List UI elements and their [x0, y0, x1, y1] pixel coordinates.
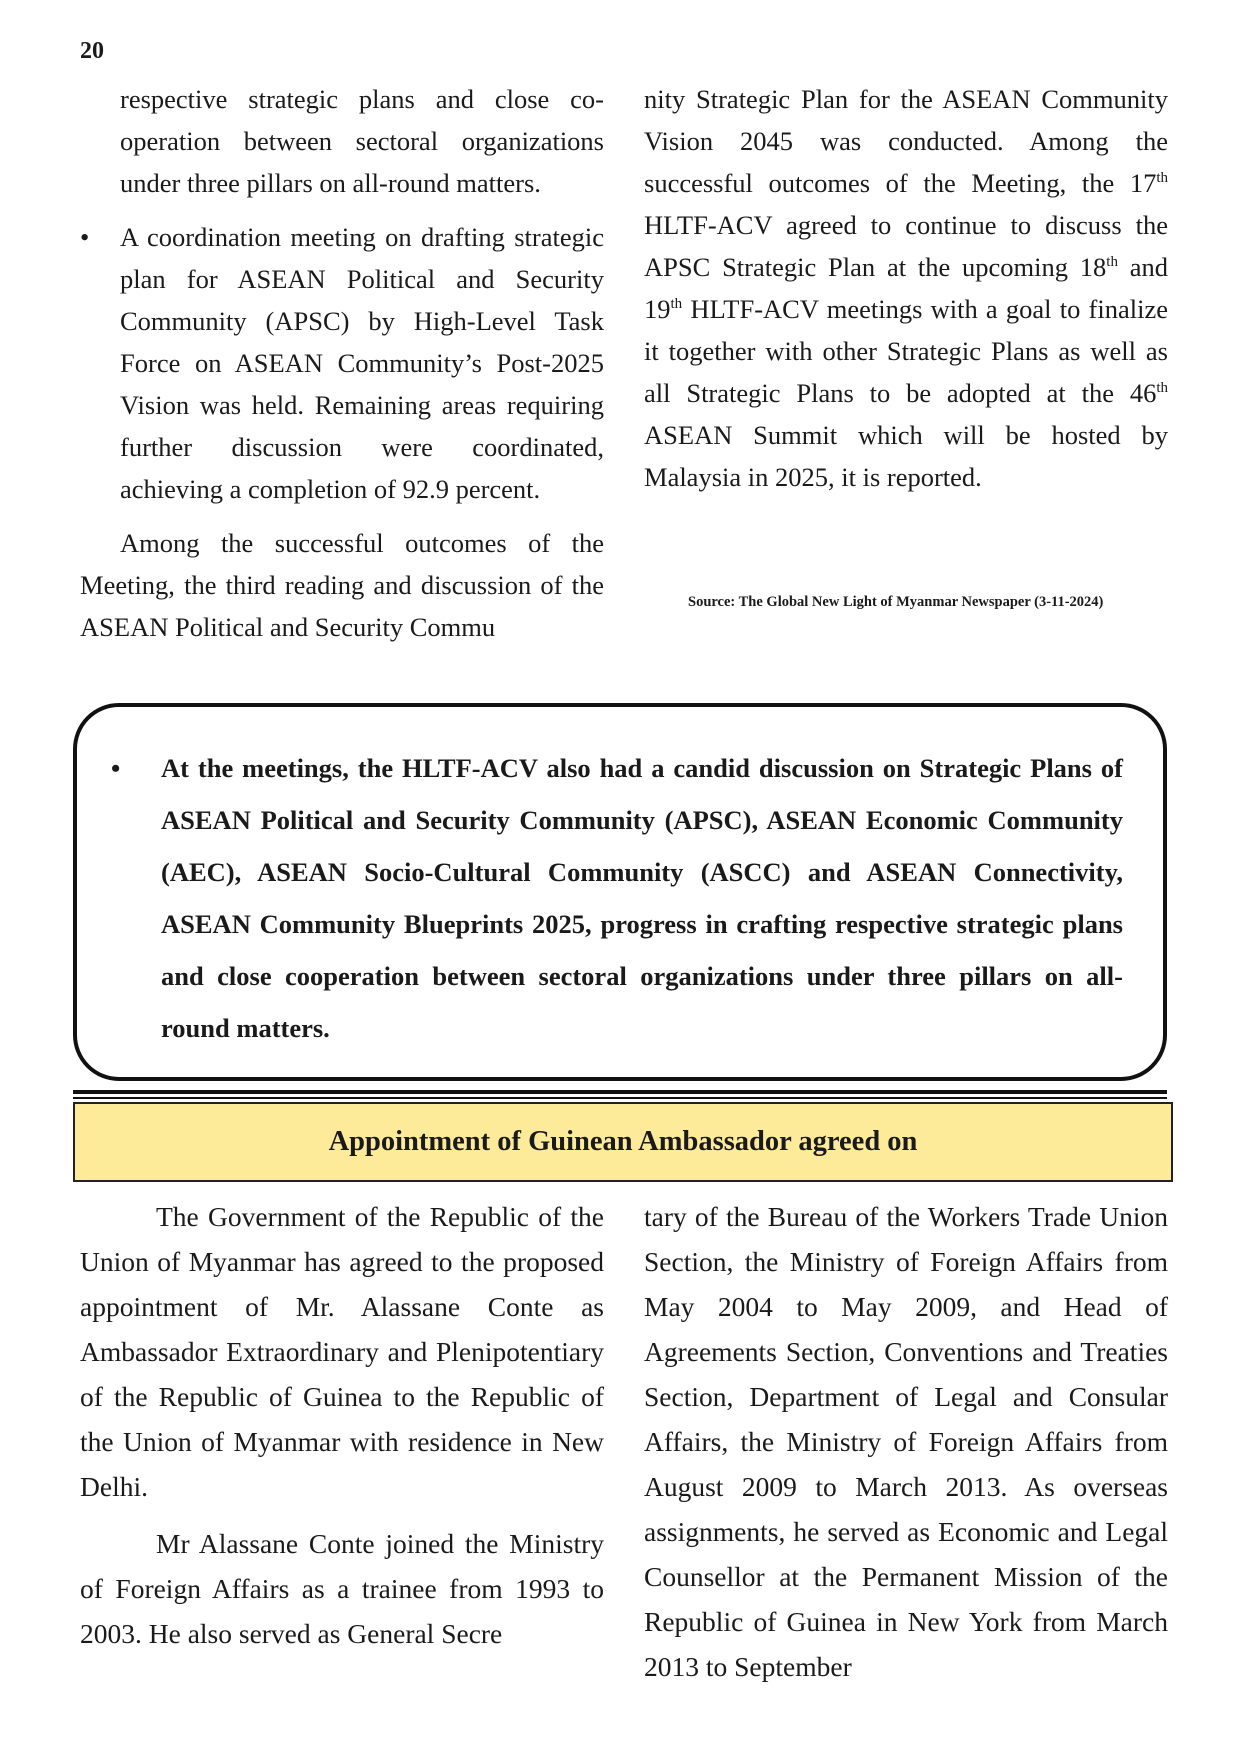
highlight-text: At the meetings, the HLTF-ACV also had a candid discussion on Strategic Plans of ASEAN Political and Security Community (APSC), ASEAN Economic Community (AEC), ASEAN Socio-Cultural Community (ASCC) and ASEAN Connectivity, ASEAN Community Blueprints 2025, progress in crafting respective strategic plans and close cooperation between sectoral organizations under three pillars on all-round matters.	[161, 753, 1123, 1043]
highlight-bullet	[111, 742, 1123, 1054]
continued-paragraph: respective strategic plans and close cooperation between sectoral organizations under three pillars on all-round matters.	[120, 84, 604, 198]
outcomes-paragraph: Among the successful outcomes of the Meeting, the third reading and discussion of the ASEAN Political and Security Commu	[80, 528, 604, 642]
top-left-column	[80, 78, 604, 648]
ordinal-suffix: th	[1156, 380, 1168, 397]
text-segment: nity Strategic Plan for the ASEAN Community Vision 2045 was conducted. Among the successful outcomes of the Meeting, the	[644, 84, 1168, 198]
ordinal-number: 17	[1129, 168, 1157, 198]
ordinal-number: 46	[1129, 378, 1157, 408]
bullet-text: A coordination meeting on drafting strategic plan for ASEAN Political and Security Community (APSC) by High-Level Task Force on ASEAN Community’s Post-2025 Vision was held. Remaining areas requiring further discussion were coordinated, achieving a completion of 92.9 percent.	[120, 222, 604, 504]
highlight-box	[73, 703, 1167, 1081]
bullet-list-item	[80, 216, 604, 510]
divider-thin	[73, 1097, 1167, 1099]
top-right-column	[644, 78, 1168, 498]
biography-continued: tary of the Bureau of the Workers Trade Union Section, the Ministry of Foreign Affairs from May 2004 to May 2009, and Head of Agreements Section, Conventions and Treaties Section, Department of Legal and Consular Affairs, the Ministry of Foreign Affairs from August 2009 to March 2013. As overseas assignments, he served as Economic and Legal Counsellor at the Permanent Mission of the Republic of Guinea in New York from March 2013 to September	[644, 1201, 1168, 1682]
text-segment: and	[1117, 252, 1168, 282]
ordinal-number: 18	[1079, 252, 1107, 282]
biography-paragraph: Mr Alassane Conte joined the Ministry of Foreign Affairs as a trainee from 1993 to 2003. He also served as General Secre	[80, 1528, 604, 1649]
divider-thick	[73, 1090, 1167, 1094]
bottom-left-column	[80, 1194, 604, 1656]
source-citation: Source: The Global New Light of Myanmar Newspaper (3-11-2024)	[688, 594, 1104, 610]
section-heading	[73, 1102, 1173, 1182]
section-heading-text: Appointment of Guinean Ambassador agreed on	[328, 1126, 918, 1157]
text-segment: HLTF-ACV meetings with a goal to finalize it together with other Strategic Plans as well as all Strategic Plans to be adopted at the	[644, 294, 1168, 408]
ordinal-suffix: th	[1106, 254, 1118, 271]
ordinal-suffix: th	[1156, 170, 1169, 187]
text-segment: HLTF-ACV agreed to continue to discuss the APSC Strategic Plan at the upcoming	[644, 210, 1168, 282]
appointment-paragraph: The Government of the Republic of the Union of Myanmar has agreed to the proposed appointment of Mr. Alassane Conte as Ambassador Extraordinary and Plenipotentiary of the Republic of Guinea to the Republic of the Union of Myanmar with residence in New Delhi.	[80, 1201, 604, 1502]
ordinal-suffix: th	[670, 296, 683, 313]
bottom-right-column	[644, 1194, 1168, 1689]
ordinal-number: 19	[644, 294, 671, 324]
text-segment: ASEAN Summit which will be hosted by Malaysia in 2025, it is reported.	[644, 420, 1168, 492]
page-number: 20	[80, 38, 104, 64]
bullet-dot-icon: •	[80, 222, 90, 252]
continued-paragraph-right	[644, 78, 1168, 498]
bullet-dot-icon: •	[111, 753, 121, 783]
